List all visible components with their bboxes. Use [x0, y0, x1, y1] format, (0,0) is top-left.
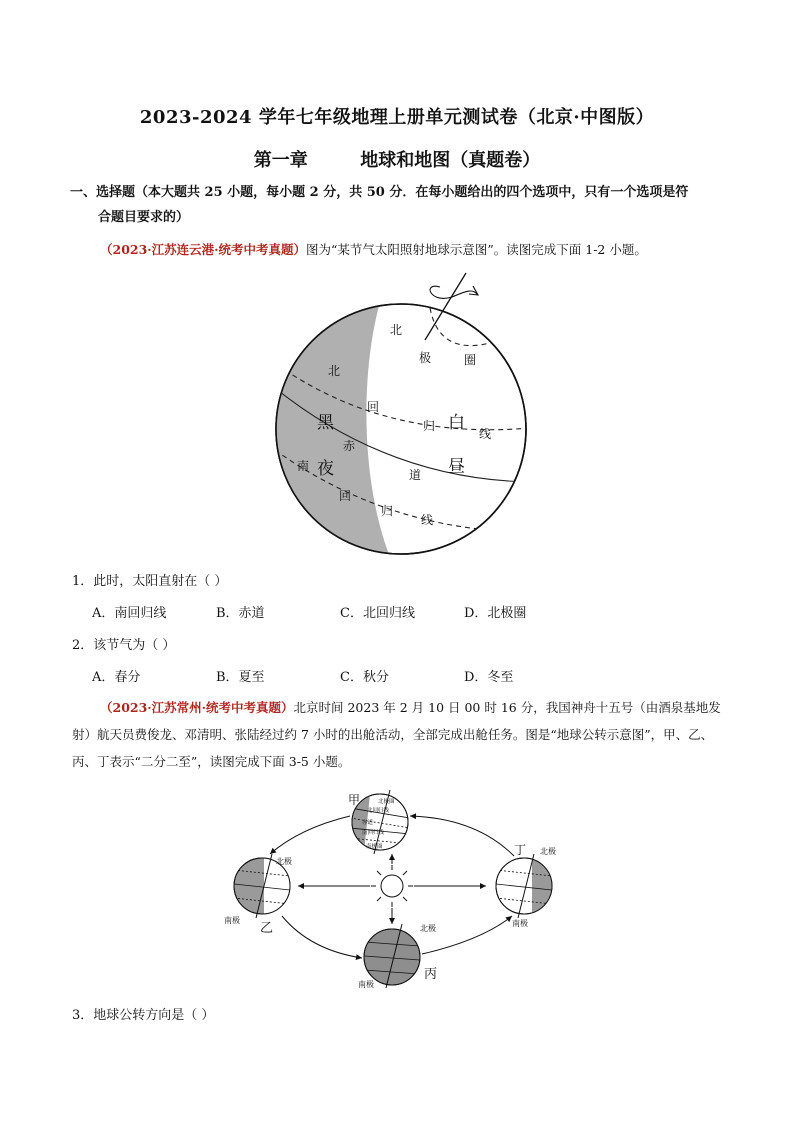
label-yi-south-pole: 南极 — [224, 916, 240, 925]
q1-option-c: C．北回归线 — [340, 606, 415, 621]
svg-text:北极圈: 北极圈 — [378, 799, 395, 805]
section-heading — [70, 180, 730, 230]
label-day-1: 白 — [448, 413, 465, 433]
question-2-options — [92, 666, 588, 685]
intro-text-2: 北京时间 2023 年 2 月 10 日 00 时 16 分，我国神舟十五号（由酒泉基地发射）航天员费俊龙、邓清明、张陆经过约 7 小时的出舱活动，全部完成出舱任务。图是“地球公转示意图”，甲、乙、丙、丁表示“二分二至”，读图完成下面 3-5 小题。 — [72, 700, 721, 769]
chapter-title: 地球和地图（真题卷） — [360, 150, 541, 171]
label-ding-north-pole: 北极 — [540, 847, 556, 856]
label-tropic-s-4: 线 — [421, 513, 434, 527]
q1-option-b: B．赤道 — [216, 606, 265, 621]
source-tag-2: （2023·江苏常州·统考中考真题） — [100, 700, 294, 715]
q2-option-b: B．夏至 — [216, 670, 265, 685]
label-polar-1: 极 — [419, 351, 432, 365]
intro-text-1: 图为“某节气太阳照射地球示意图”。读图完成下面 1-2 小题。 — [306, 242, 647, 257]
label-tropic-n-3: 归 — [423, 419, 436, 433]
label-jia: 甲 — [348, 793, 361, 807]
label-night-1: 黑 — [317, 413, 334, 433]
label-yi-north-pole: 北极 — [276, 857, 292, 866]
figure-earth-revolution — [220, 790, 580, 992]
orbit-arrow-ding-jia — [410, 816, 514, 856]
q2-option-c: C．秋分 — [340, 670, 389, 685]
orbit-arrow-bing-ding — [422, 916, 512, 954]
chapter-number: 第一章 — [253, 150, 308, 171]
label-yi: 乙 — [260, 921, 274, 936]
sun-icon — [371, 865, 413, 907]
label-tropic-s-1: 南 — [297, 459, 310, 473]
chapter-heading — [0, 146, 794, 172]
intro-paragraph-2 — [72, 694, 727, 775]
svg-text:南回归线: 南回归线 — [362, 830, 385, 836]
source-tag-1: （2023·江苏连云港·统考中考真题） — [100, 242, 306, 257]
label-ding-south-pole: 南极 — [512, 919, 528, 928]
section-heading-line2: 合题目要求的） — [98, 210, 190, 225]
label-tropic-s-3: 归 — [381, 504, 394, 518]
question-3: 3．地球公转方向是（ ） — [72, 1008, 215, 1023]
q2-option-a: A．春分 — [92, 670, 141, 685]
label-ding: 丁 — [514, 843, 527, 857]
svg-text:赤道: 赤道 — [362, 820, 374, 826]
q1-option-d: D．北极圈 — [464, 606, 527, 621]
intro-paragraph-1 — [72, 236, 727, 263]
label-tropic-s-2: 回 — [339, 489, 352, 503]
label-bing-south-pole: 南极 — [358, 980, 374, 989]
label-equator-2: 道 — [409, 468, 422, 482]
label-bing: 丙 — [424, 967, 438, 982]
label-night-2: 夜 — [317, 459, 334, 479]
document-title: 2023-2024 学年七年级地理上册单元测试卷（北京·中图版） — [139, 107, 655, 128]
svg-text:北回归线: 北回归线 — [367, 808, 390, 814]
label-polar-2: 圈 — [464, 353, 477, 367]
question-1-options — [92, 602, 588, 621]
question-1: 1．此时，太阳直射在（ ） — [72, 574, 228, 589]
label-tropic-n-2: 回 — [367, 400, 380, 414]
earth-bing — [364, 924, 420, 988]
question-2: 2．该节气为（ ） — [72, 638, 176, 653]
label-north: 北 — [390, 323, 403, 337]
label-tropic-n-4: 线 — [479, 427, 492, 441]
label-bing-north-pole: 北极 — [420, 924, 436, 933]
earth-ding — [496, 854, 554, 918]
label-day-2: 昼 — [448, 457, 465, 477]
label-equator-1: 赤 — [343, 439, 356, 453]
q1-option-a: A．南回归线 — [92, 606, 167, 621]
section-heading-line1: 一、选择题（本大题共 25 小题，每小题 2 分，共 50 分．在每小题给出的四个选项中，只有一个选项是符 — [70, 185, 689, 200]
figure-sunlight-earth — [270, 270, 532, 562]
svg-text:南极圈: 南极圈 — [366, 844, 383, 850]
orbit-arrow-jia-yi — [270, 816, 350, 854]
q2-option-d: D．冬至 — [464, 670, 514, 685]
label-tropic-n-1: 北 — [328, 364, 341, 378]
orbit-arrow-yi-bing — [282, 916, 362, 958]
